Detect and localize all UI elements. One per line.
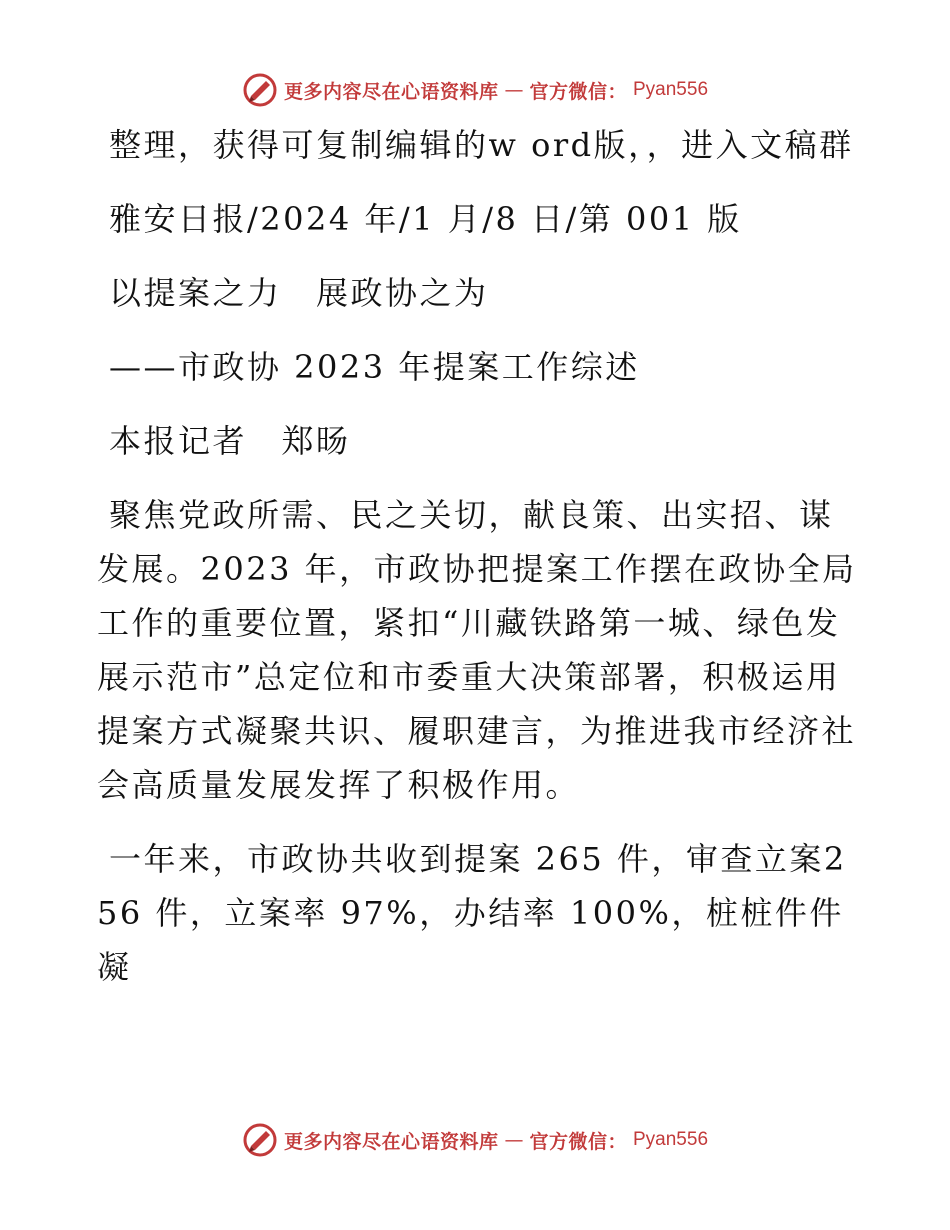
header-banner: [0, 70, 950, 110]
banner-label: 官方微信：: [529, 80, 627, 103]
byline-prefix: 本报记者 郑: [109, 422, 317, 460]
banner-text: 更多内容尽在心语资料库: [283, 1130, 499, 1153]
banner-label: 官方微信：: [529, 1130, 627, 1153]
footer-banner: [0, 1120, 950, 1160]
pen-logo-icon: [242, 1122, 278, 1158]
article-title: 以提案之力 展政协之为: [109, 274, 489, 312]
banner-separator: —: [504, 79, 524, 101]
banner-account: Pyan556: [633, 1129, 709, 1150]
banner-text: 更多内容尽在心语资料库: [283, 80, 499, 103]
banner-separator: —: [504, 1129, 524, 1151]
source-line: 雅安日报/2024 年/1 月/8 日/第 001 版: [109, 200, 742, 238]
banner-account: Pyan556: [633, 79, 709, 100]
document-body: [97, 118, 857, 994]
article-subtitle: ——市政协 2023 年提案工作综述: [109, 348, 640, 386]
paragraph-2: 一年来，市政协共收到提案 265 件，审查立案256 件，立案率 97%，办结率 100%，桩桩件件凝: [97, 840, 847, 986]
paragraph-1: 聚焦党政所需、民之关切，献良策、出实招、谋发展。2023 年，市政协把提案工作摆在政协全局工作的重要位置，紧扣“川藏铁路第一城、绿色发展示范市”总定位和市委重大决策部署，积极运用提案方式凝聚共识、履职建言，为推进我市经济社会高质量发展发挥了积极作用。: [97, 496, 857, 804]
pen-logo-icon: [242, 72, 278, 108]
intro-text: 整理，获得可复制编辑的w ord版，，进入文稿群: [109, 126, 854, 164]
byline-last-char: 旸: [316, 422, 351, 460]
byline: [97, 414, 857, 468]
